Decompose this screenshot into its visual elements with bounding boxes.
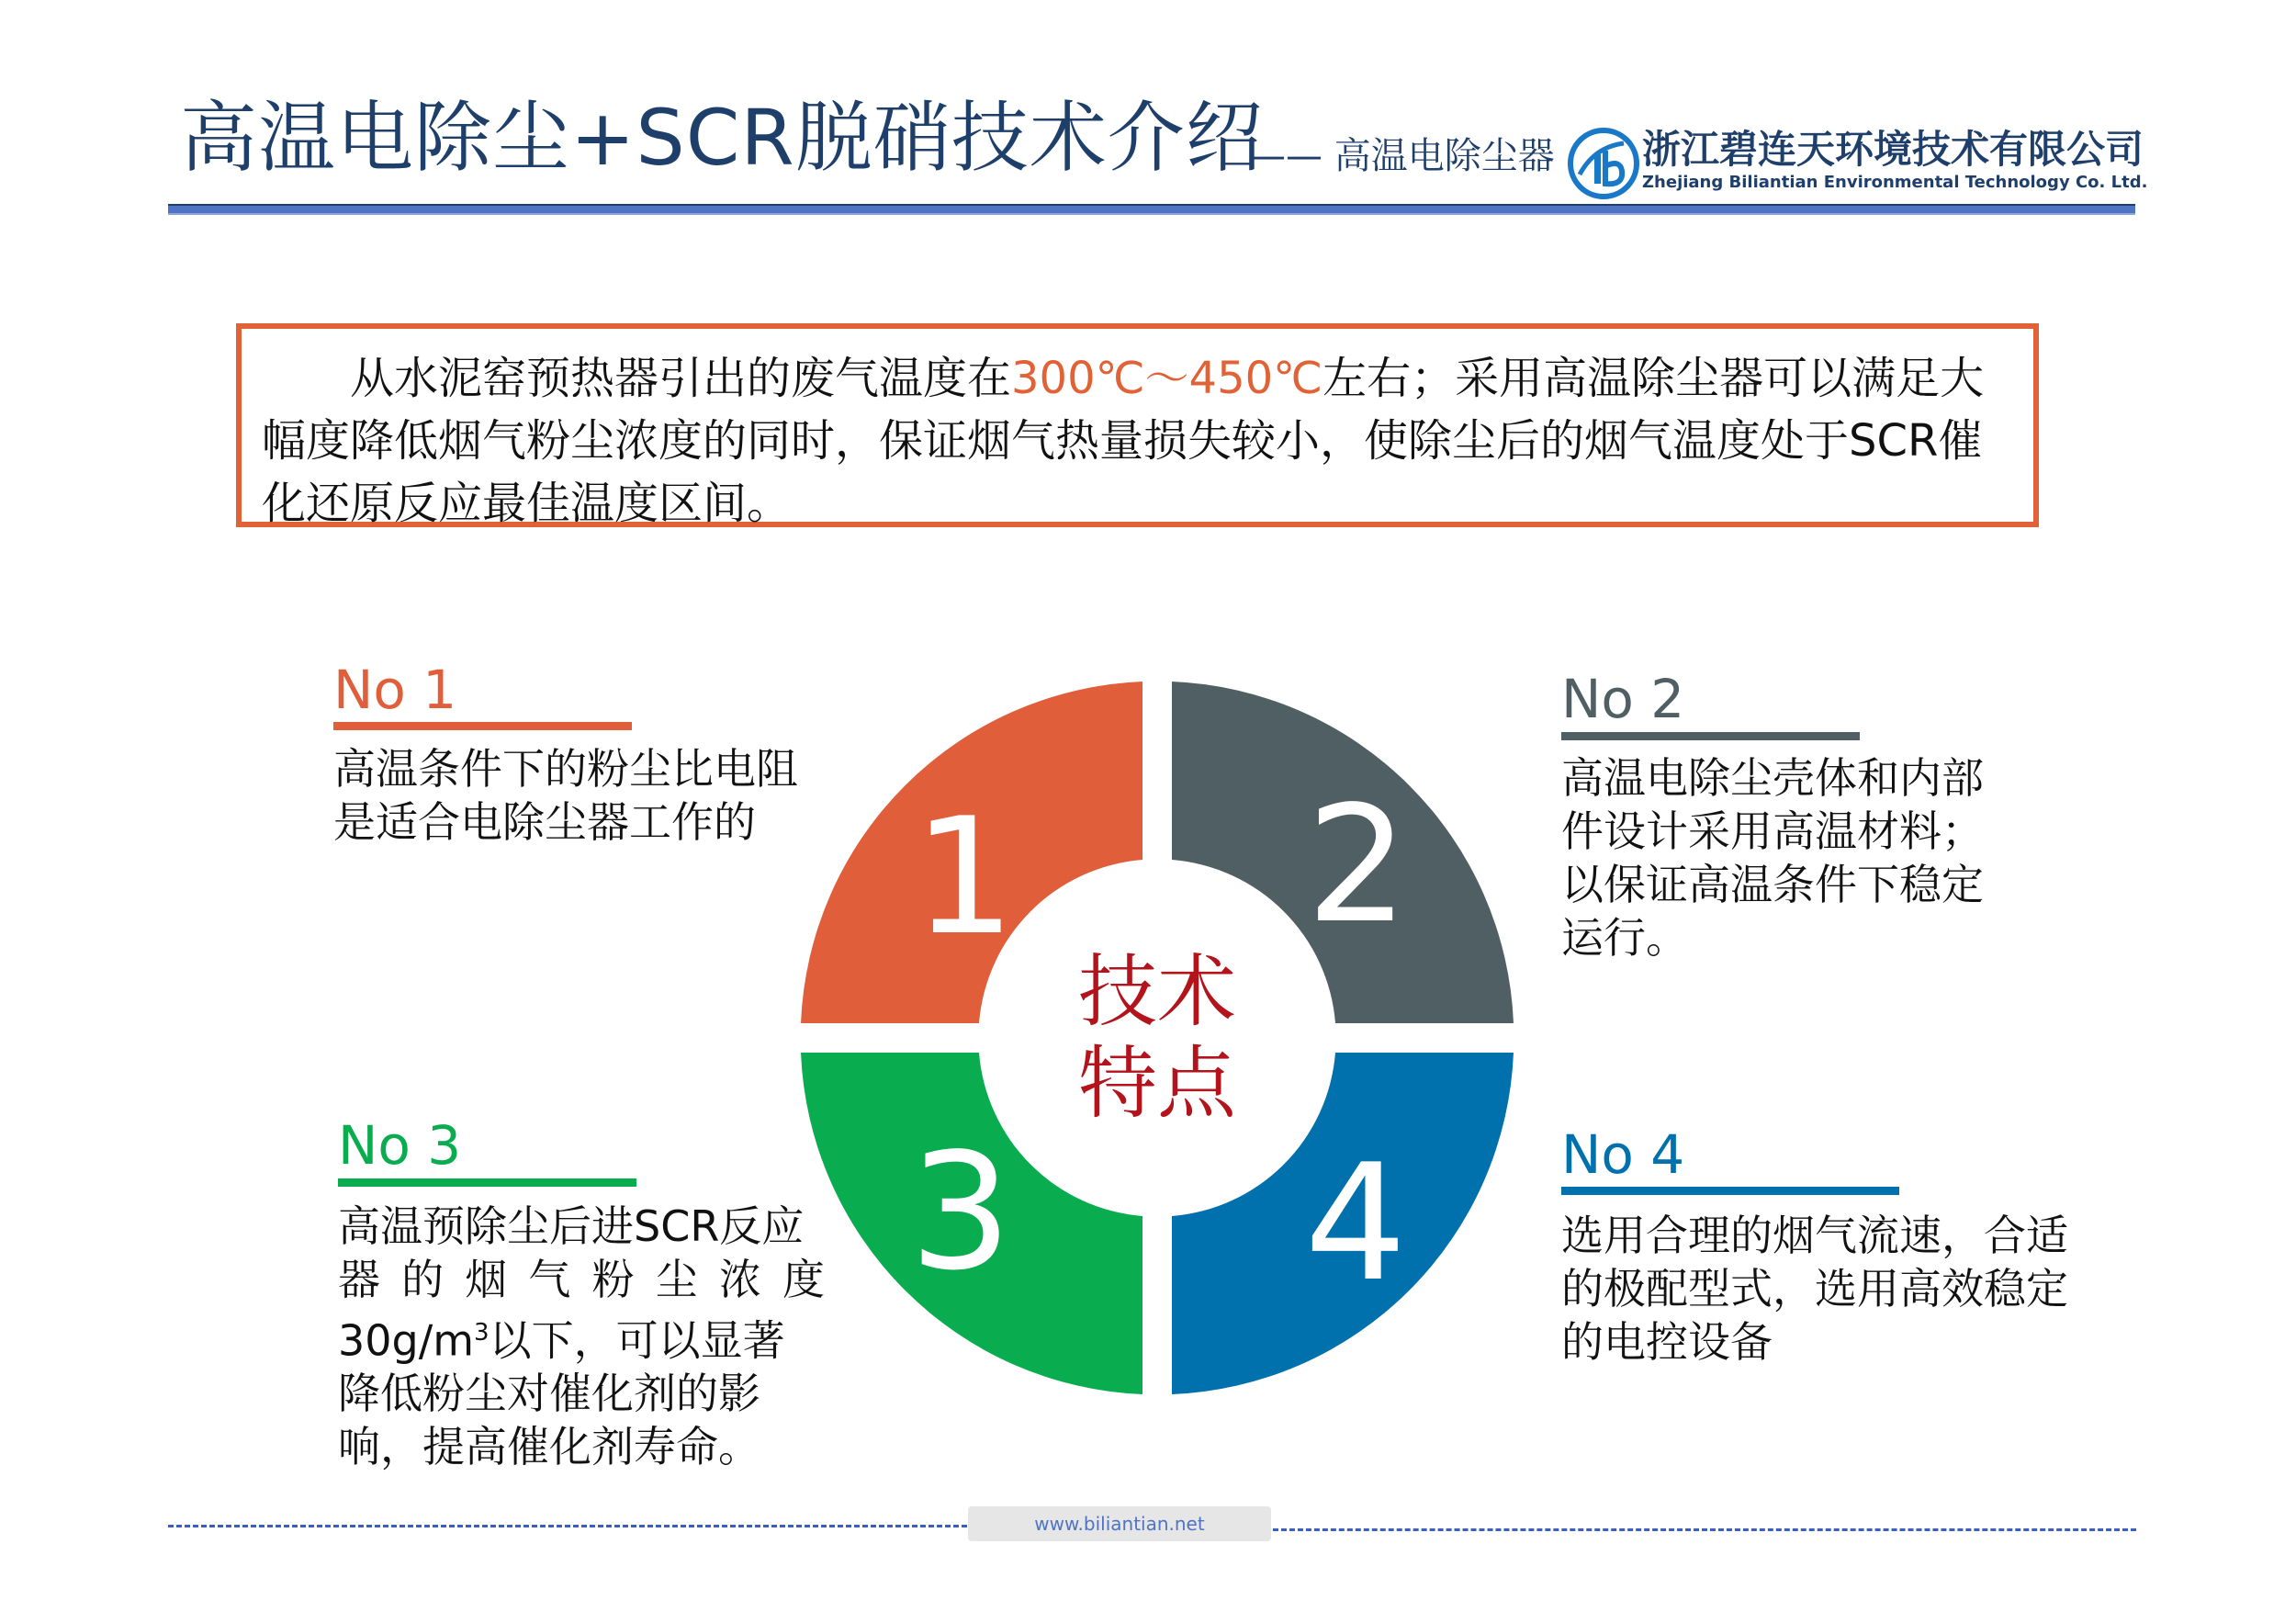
- wheel-number-3: 3: [909, 1120, 1012, 1306]
- temperature-range: 300℃～450℃: [1011, 353, 1323, 404]
- feature-3-line-1: 高温预除尘后进SCR反应: [338, 1201, 805, 1251]
- feature-2-label: No 2: [1561, 668, 1685, 730]
- footer-website-link[interactable]: www.biliantian.net: [968, 1506, 1271, 1541]
- feature-2-underline: [1561, 732, 1860, 740]
- feature-3-rest: $30g/m^3$以下，可以显著降低粉尘对催化剂的影响，提高催化剂寿命。: [338, 1315, 785, 1472]
- company-logo-icon: [1567, 127, 1640, 200]
- footer-divider-right: [1273, 1528, 2136, 1531]
- wheel-center-line-1: 技术: [1078, 946, 1236, 1038]
- feature-2-description: 高温电除尘壳体和内部件设计采用高温材料；以保证高温条件下稳定运行。: [1561, 753, 1984, 963]
- intro-paragraph: [236, 323, 2039, 527]
- wheel-number-1: 1: [913, 784, 1016, 971]
- feature-1-label: No 1: [333, 659, 457, 721]
- wheel-number-4: 4: [1304, 1131, 1407, 1317]
- feature-3-description: [338, 1200, 825, 1473]
- company-name-cn: 浙江碧连天环境技术有限公司: [1642, 127, 2144, 172]
- feature-4-description: 选用合理的烟气流速，合适的极配型式，选用高效稳定的电控设备: [1561, 1211, 2068, 1367]
- wheel-center-label: [1019, 946, 1295, 1130]
- company-name-en: Zhejiang Biliantian Environmental Technology Co. Ltd.: [1642, 173, 2148, 192]
- feature-3-line-2: 器的烟气粉尘浓度: [338, 1255, 825, 1304]
- feature-1-underline: [333, 722, 632, 730]
- wheel-center-line-2: 特点: [1078, 1038, 1236, 1130]
- title-divider: [168, 204, 2135, 215]
- feature-1-description: 高温条件下的粉尘比电阻是适合电除尘器工作的: [333, 744, 798, 847]
- page-subtitle: —— 高温电除尘器: [1249, 135, 1555, 177]
- feature-3-underline: [338, 1178, 636, 1187]
- feature-4-label: No 4: [1561, 1123, 1685, 1186]
- footer-divider-left: [168, 1525, 967, 1527]
- page-title: 高温电除尘+SCR脱硝技术介绍: [180, 93, 1264, 183]
- feature-4-underline: [1561, 1187, 1899, 1195]
- intro-text-part2: 左右；采用高温除尘器可以满足大幅度降低烟气粉尘浓度的同时，保证烟气热量损失较小，使除尘后的烟气温度处于SCR催化还原反应最佳温度区间。: [262, 353, 1985, 529]
- feature-3-label: No 3: [338, 1114, 462, 1177]
- intro-text-part1: 从水泥窑预热器引出的废气温度在: [350, 353, 1012, 404]
- wheel-number-2: 2: [1306, 772, 1409, 959]
